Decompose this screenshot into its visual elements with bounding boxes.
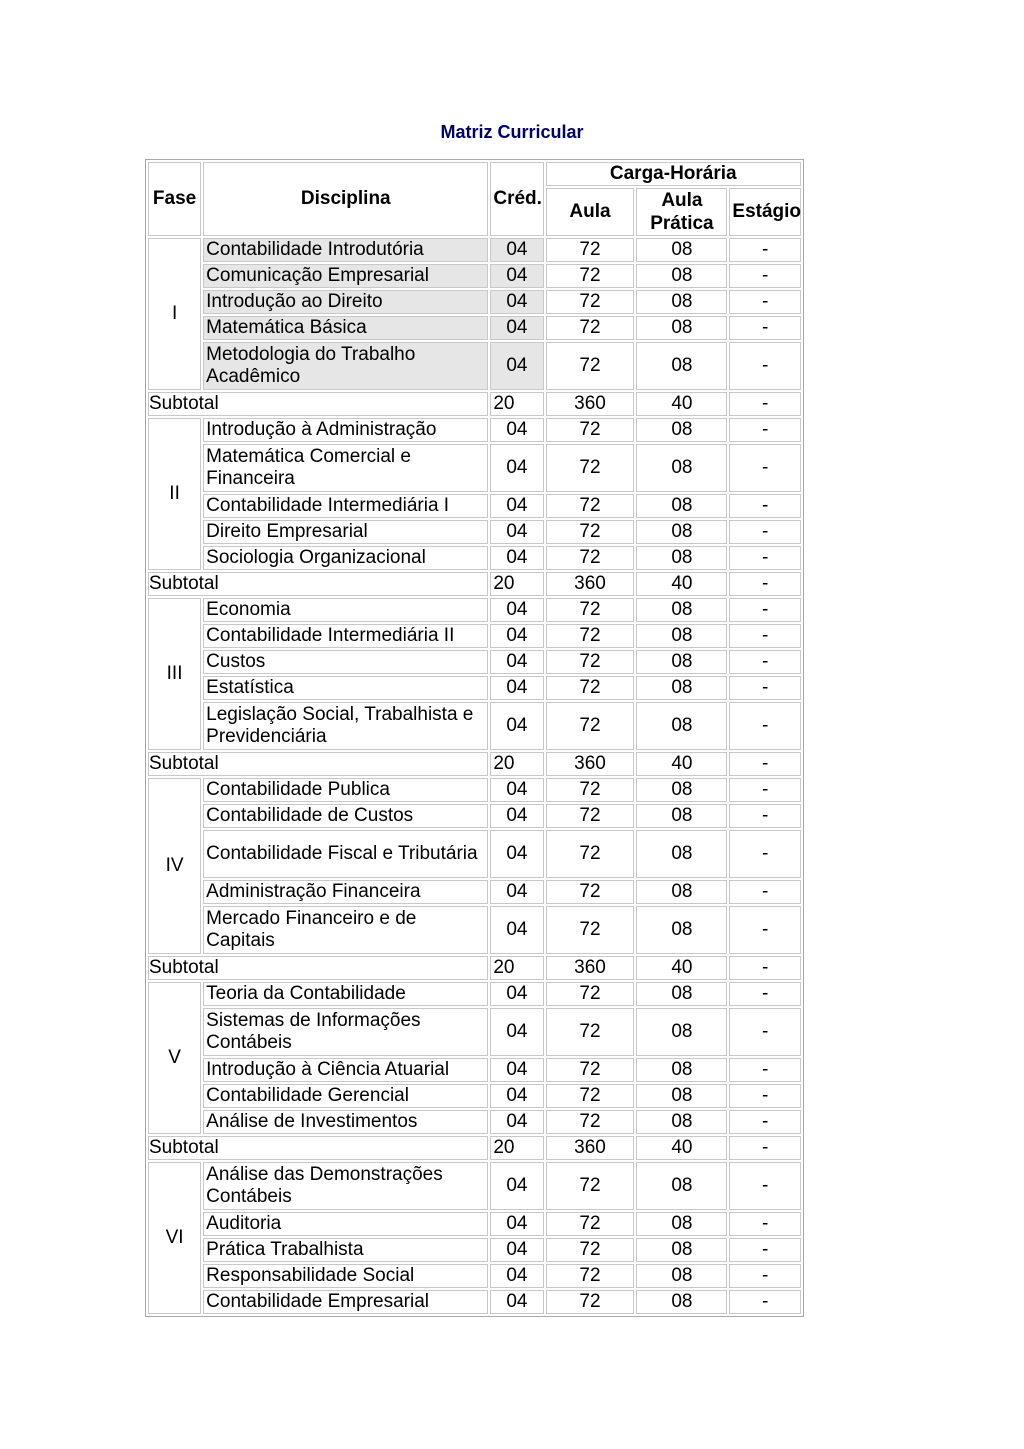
estagio-cell: - bbox=[729, 1008, 801, 1056]
estagio-cell: - bbox=[729, 624, 801, 648]
aula-pratica-cell: 08 bbox=[636, 830, 727, 878]
table-row bbox=[148, 702, 801, 750]
subtotal-estagio: - bbox=[729, 1136, 801, 1160]
cred-cell: 04 bbox=[490, 1058, 543, 1082]
table-row bbox=[148, 1110, 801, 1134]
aula-pratica-cell: 08 bbox=[636, 650, 727, 674]
cred-cell: 04 bbox=[490, 830, 543, 878]
subtotal-cred: 20 bbox=[490, 392, 543, 416]
table-row bbox=[148, 1264, 801, 1288]
table-row bbox=[148, 676, 801, 700]
estagio-cell: - bbox=[729, 342, 801, 390]
disciplina-cell: Auditoria bbox=[203, 1212, 488, 1236]
subtotal-pratica: 40 bbox=[636, 572, 727, 596]
fase-cell: II bbox=[148, 418, 201, 570]
estagio-cell: - bbox=[729, 702, 801, 750]
header-fase: Fase bbox=[148, 162, 201, 236]
aula-pratica-cell: 08 bbox=[636, 316, 727, 340]
disciplina-cell: Introdução à Ciência Atuarial bbox=[203, 1058, 488, 1082]
table-row bbox=[148, 1084, 801, 1108]
aula-pratica-cell: 08 bbox=[636, 546, 727, 570]
disciplina-cell: Contabilidade Introdutória bbox=[203, 238, 488, 262]
aula-cell: 72 bbox=[546, 1290, 635, 1314]
cred-cell: 04 bbox=[490, 290, 543, 314]
aula-cell: 72 bbox=[546, 418, 635, 442]
table-row bbox=[148, 804, 801, 828]
estagio-cell: - bbox=[729, 778, 801, 802]
cred-cell: 04 bbox=[490, 1008, 543, 1056]
subtotal-cred: 20 bbox=[490, 752, 543, 776]
header-aula: Aula bbox=[546, 188, 635, 236]
document-title: Matriz Curricular bbox=[440, 122, 584, 142]
aula-pratica-cell: 08 bbox=[636, 1238, 727, 1262]
estagio-cell: - bbox=[729, 1110, 801, 1134]
subtotal-label: Subtotal bbox=[148, 956, 488, 980]
disciplina-cell: Direito Empresarial bbox=[203, 520, 488, 544]
disciplina-cell: Contabilidade Fiscal e Tributária bbox=[203, 830, 488, 878]
subtotal-label: Subtotal bbox=[148, 1136, 488, 1160]
subtotal-estagio: - bbox=[729, 572, 801, 596]
cred-cell: 04 bbox=[490, 702, 543, 750]
aula-pratica-cell: 08 bbox=[636, 702, 727, 750]
aula-pratica-cell: 08 bbox=[636, 1162, 727, 1210]
aula-pratica-cell: 08 bbox=[636, 804, 727, 828]
subtotal-aula: 360 bbox=[546, 1136, 635, 1160]
table-row bbox=[148, 830, 801, 878]
table-row bbox=[148, 264, 801, 288]
subtotal-cred: 20 bbox=[490, 956, 543, 980]
subtotal-row bbox=[148, 752, 801, 776]
cred-cell: 04 bbox=[490, 1162, 543, 1210]
aula-pratica-cell: 08 bbox=[636, 982, 727, 1006]
table-row bbox=[148, 650, 801, 674]
table-row bbox=[148, 238, 801, 262]
estagio-cell: - bbox=[729, 316, 801, 340]
aula-pratica-cell: 08 bbox=[636, 494, 727, 518]
aula-cell: 72 bbox=[546, 880, 635, 904]
cred-cell: 04 bbox=[490, 444, 543, 492]
cred-cell: 04 bbox=[490, 546, 543, 570]
estagio-cell: - bbox=[729, 264, 801, 288]
estagio-cell: - bbox=[729, 546, 801, 570]
aula-cell: 72 bbox=[546, 676, 635, 700]
aula-cell: 72 bbox=[546, 290, 635, 314]
aula-pratica-cell: 08 bbox=[636, 1264, 727, 1288]
aula-pratica-cell: 08 bbox=[636, 418, 727, 442]
cred-cell: 04 bbox=[490, 880, 543, 904]
disciplina-cell: Contabilidade Intermediária I bbox=[203, 494, 488, 518]
aula-pratica-cell: 08 bbox=[636, 1008, 727, 1056]
estagio-cell: - bbox=[729, 804, 801, 828]
subtotal-estagio: - bbox=[729, 752, 801, 776]
aula-cell: 72 bbox=[546, 546, 635, 570]
header-carga-horaria: Carga-Horária bbox=[546, 162, 801, 186]
aula-cell: 72 bbox=[546, 906, 635, 954]
disciplina-cell: Comunicação Empresarial bbox=[203, 264, 488, 288]
aula-pratica-cell: 08 bbox=[636, 676, 727, 700]
aula-cell: 72 bbox=[546, 1162, 635, 1210]
table-row bbox=[148, 1162, 801, 1210]
aula-cell: 72 bbox=[546, 830, 635, 878]
subtotal-pratica: 40 bbox=[636, 752, 727, 776]
disciplina-cell: Matemática Comercial e Financeira bbox=[203, 444, 488, 492]
aula-cell: 72 bbox=[546, 520, 635, 544]
aula-cell: 72 bbox=[546, 316, 635, 340]
table-row bbox=[148, 342, 801, 390]
table-row bbox=[148, 880, 801, 904]
aula-cell: 72 bbox=[546, 444, 635, 492]
subtotal-aula: 360 bbox=[546, 752, 635, 776]
table-row bbox=[148, 290, 801, 314]
table-row bbox=[148, 444, 801, 492]
table-row bbox=[148, 982, 801, 1006]
cred-cell: 04 bbox=[490, 906, 543, 954]
header-aula-pratica: Aula Prática bbox=[636, 188, 727, 236]
estagio-cell: - bbox=[729, 1264, 801, 1288]
aula-cell: 72 bbox=[546, 1264, 635, 1288]
cred-cell: 04 bbox=[490, 418, 543, 442]
disciplina-cell: Contabilidade Publica bbox=[203, 778, 488, 802]
aula-cell: 72 bbox=[546, 1008, 635, 1056]
subtotal-row bbox=[148, 1136, 801, 1160]
cred-cell: 04 bbox=[490, 520, 543, 544]
aula-pratica-cell: 08 bbox=[636, 1212, 727, 1236]
disciplina-cell: Contabilidade Empresarial bbox=[203, 1290, 488, 1314]
estagio-cell: - bbox=[729, 650, 801, 674]
aula-cell: 72 bbox=[546, 598, 635, 622]
cred-cell: 04 bbox=[490, 598, 543, 622]
aula-cell: 72 bbox=[546, 982, 635, 1006]
estagio-cell: - bbox=[729, 598, 801, 622]
aula-pratica-cell: 08 bbox=[636, 880, 727, 904]
estagio-cell: - bbox=[729, 290, 801, 314]
aula-pratica-cell: 08 bbox=[636, 342, 727, 390]
table-row bbox=[148, 418, 801, 442]
aula-pratica-cell: 08 bbox=[636, 520, 727, 544]
estagio-cell: - bbox=[729, 1162, 801, 1210]
estagio-cell: - bbox=[729, 1212, 801, 1236]
disciplina-cell: Administração Financeira bbox=[203, 880, 488, 904]
disciplina-cell: Teoria da Contabilidade bbox=[203, 982, 488, 1006]
aula-pratica-cell: 08 bbox=[636, 1058, 727, 1082]
cred-cell: 04 bbox=[490, 1238, 543, 1262]
disciplina-cell: Prática Trabalhista bbox=[203, 1238, 488, 1262]
disciplina-cell: Sociologia Organizacional bbox=[203, 546, 488, 570]
disciplina-cell: Introdução à Administração bbox=[203, 418, 488, 442]
estagio-cell: - bbox=[729, 444, 801, 492]
subtotal-pratica: 40 bbox=[636, 1136, 727, 1160]
disciplina-cell: Contabilidade Gerencial bbox=[203, 1084, 488, 1108]
cred-cell: 04 bbox=[490, 494, 543, 518]
table-row bbox=[148, 546, 801, 570]
estagio-cell: - bbox=[729, 906, 801, 954]
cred-cell: 04 bbox=[490, 316, 543, 340]
estagio-cell: - bbox=[729, 676, 801, 700]
aula-pratica-cell: 08 bbox=[636, 238, 727, 262]
table-row bbox=[148, 1238, 801, 1262]
aula-pratica-cell: 08 bbox=[636, 1290, 727, 1314]
aula-cell: 72 bbox=[546, 494, 635, 518]
cred-cell: 04 bbox=[490, 650, 543, 674]
subtotal-row bbox=[148, 956, 801, 980]
cred-cell: 04 bbox=[490, 778, 543, 802]
estagio-cell: - bbox=[729, 1238, 801, 1262]
cred-cell: 04 bbox=[490, 1212, 543, 1236]
subtotal-pratica: 40 bbox=[636, 956, 727, 980]
table-row bbox=[148, 906, 801, 954]
header-estagio: Estágio bbox=[729, 188, 801, 236]
aula-pratica-cell: 08 bbox=[636, 444, 727, 492]
subtotal-label: Subtotal bbox=[148, 392, 488, 416]
table-row bbox=[148, 1212, 801, 1236]
cred-cell: 04 bbox=[490, 1110, 543, 1134]
aula-cell: 72 bbox=[546, 238, 635, 262]
table-row bbox=[148, 1058, 801, 1082]
aula-cell: 72 bbox=[546, 702, 635, 750]
aula-cell: 72 bbox=[546, 1212, 635, 1236]
table-row bbox=[148, 624, 801, 648]
disciplina-cell: Custos bbox=[203, 650, 488, 674]
cred-cell: 04 bbox=[490, 1084, 543, 1108]
aula-pratica-cell: 08 bbox=[636, 1110, 727, 1134]
subtotal-label: Subtotal bbox=[148, 752, 488, 776]
estagio-cell: - bbox=[729, 1290, 801, 1314]
aula-cell: 72 bbox=[546, 778, 635, 802]
aula-pratica-cell: 08 bbox=[636, 1084, 727, 1108]
disciplina-cell: Mercado Financeiro e de Capitais bbox=[203, 906, 488, 954]
subtotal-label: Subtotal bbox=[148, 572, 488, 596]
estagio-cell: - bbox=[729, 418, 801, 442]
aula-cell: 72 bbox=[546, 1084, 635, 1108]
disciplina-cell: Matemática Básica bbox=[203, 316, 488, 340]
disciplina-cell: Legislação Social, Trabalhista e Previdenciária bbox=[203, 702, 488, 750]
disciplina-cell: Responsabilidade Social bbox=[203, 1264, 488, 1288]
table-row bbox=[148, 520, 801, 544]
table-row bbox=[148, 1008, 801, 1056]
disciplina-cell: Economia bbox=[203, 598, 488, 622]
fase-cell: VI bbox=[148, 1162, 201, 1314]
disciplina-cell: Introdução ao Direito bbox=[203, 290, 488, 314]
cred-cell: 04 bbox=[490, 264, 543, 288]
cred-cell: 04 bbox=[490, 676, 543, 700]
aula-pratica-cell: 08 bbox=[636, 598, 727, 622]
disciplina-cell: Sistemas de Informações Contábeis bbox=[203, 1008, 488, 1056]
fase-cell: IV bbox=[148, 778, 201, 954]
aula-cell: 72 bbox=[546, 342, 635, 390]
subtotal-aula: 360 bbox=[546, 572, 635, 596]
aula-cell: 72 bbox=[546, 264, 635, 288]
estagio-cell: - bbox=[729, 494, 801, 518]
aula-pratica-cell: 08 bbox=[636, 624, 727, 648]
aula-pratica-cell: 08 bbox=[636, 906, 727, 954]
subtotal-cred: 20 bbox=[490, 572, 543, 596]
cred-cell: 04 bbox=[490, 1290, 543, 1314]
aula-pratica-cell: 08 bbox=[636, 264, 727, 288]
disciplina-cell: Análise de Investimentos bbox=[203, 1110, 488, 1134]
subtotal-row bbox=[148, 572, 801, 596]
fase-cell: I bbox=[148, 238, 201, 390]
cred-cell: 04 bbox=[490, 342, 543, 390]
disciplina-cell: Metodologia do Trabalho Acadêmico bbox=[203, 342, 488, 390]
fase-cell: V bbox=[148, 982, 201, 1134]
aula-pratica-cell: 08 bbox=[636, 290, 727, 314]
subtotal-pratica: 40 bbox=[636, 392, 727, 416]
fase-cell: III bbox=[148, 598, 201, 750]
table-row bbox=[148, 778, 801, 802]
aula-pratica-cell: 08 bbox=[636, 778, 727, 802]
estagio-cell: - bbox=[729, 1058, 801, 1082]
disciplina-cell: Análise das Demonstrações Contábeis bbox=[203, 1162, 488, 1210]
table-row bbox=[148, 494, 801, 518]
header-disciplina: Disciplina bbox=[203, 162, 488, 236]
estagio-cell: - bbox=[729, 880, 801, 904]
subtotal-cred: 20 bbox=[490, 1136, 543, 1160]
disciplina-cell: Contabilidade Intermediária II bbox=[203, 624, 488, 648]
disciplina-cell: Estatística bbox=[203, 676, 488, 700]
cred-cell: 04 bbox=[490, 1264, 543, 1288]
subtotal-estagio: - bbox=[729, 956, 801, 980]
aula-cell: 72 bbox=[546, 650, 635, 674]
curriculum-table bbox=[145, 159, 804, 1317]
table-row bbox=[148, 316, 801, 340]
subtotal-aula: 360 bbox=[546, 956, 635, 980]
subtotal-aula: 360 bbox=[546, 392, 635, 416]
estagio-cell: - bbox=[729, 1084, 801, 1108]
subtotal-row bbox=[148, 392, 801, 416]
cred-cell: 04 bbox=[490, 238, 543, 262]
cred-cell: 04 bbox=[490, 982, 543, 1006]
disciplina-cell: Contabilidade de Custos bbox=[203, 804, 488, 828]
aula-cell: 72 bbox=[546, 1058, 635, 1082]
table-row bbox=[148, 1290, 801, 1314]
aula-cell: 72 bbox=[546, 1238, 635, 1262]
aula-cell: 72 bbox=[546, 804, 635, 828]
cred-cell: 04 bbox=[490, 804, 543, 828]
aula-cell: 72 bbox=[546, 624, 635, 648]
header-cred: Créd. bbox=[490, 162, 543, 236]
estagio-cell: - bbox=[729, 830, 801, 878]
estagio-cell: - bbox=[729, 520, 801, 544]
table-body bbox=[148, 238, 801, 1314]
estagio-cell: - bbox=[729, 982, 801, 1006]
table-row bbox=[148, 598, 801, 622]
aula-cell: 72 bbox=[546, 1110, 635, 1134]
cred-cell: 04 bbox=[490, 624, 543, 648]
estagio-cell: - bbox=[729, 238, 801, 262]
subtotal-estagio: - bbox=[729, 392, 801, 416]
